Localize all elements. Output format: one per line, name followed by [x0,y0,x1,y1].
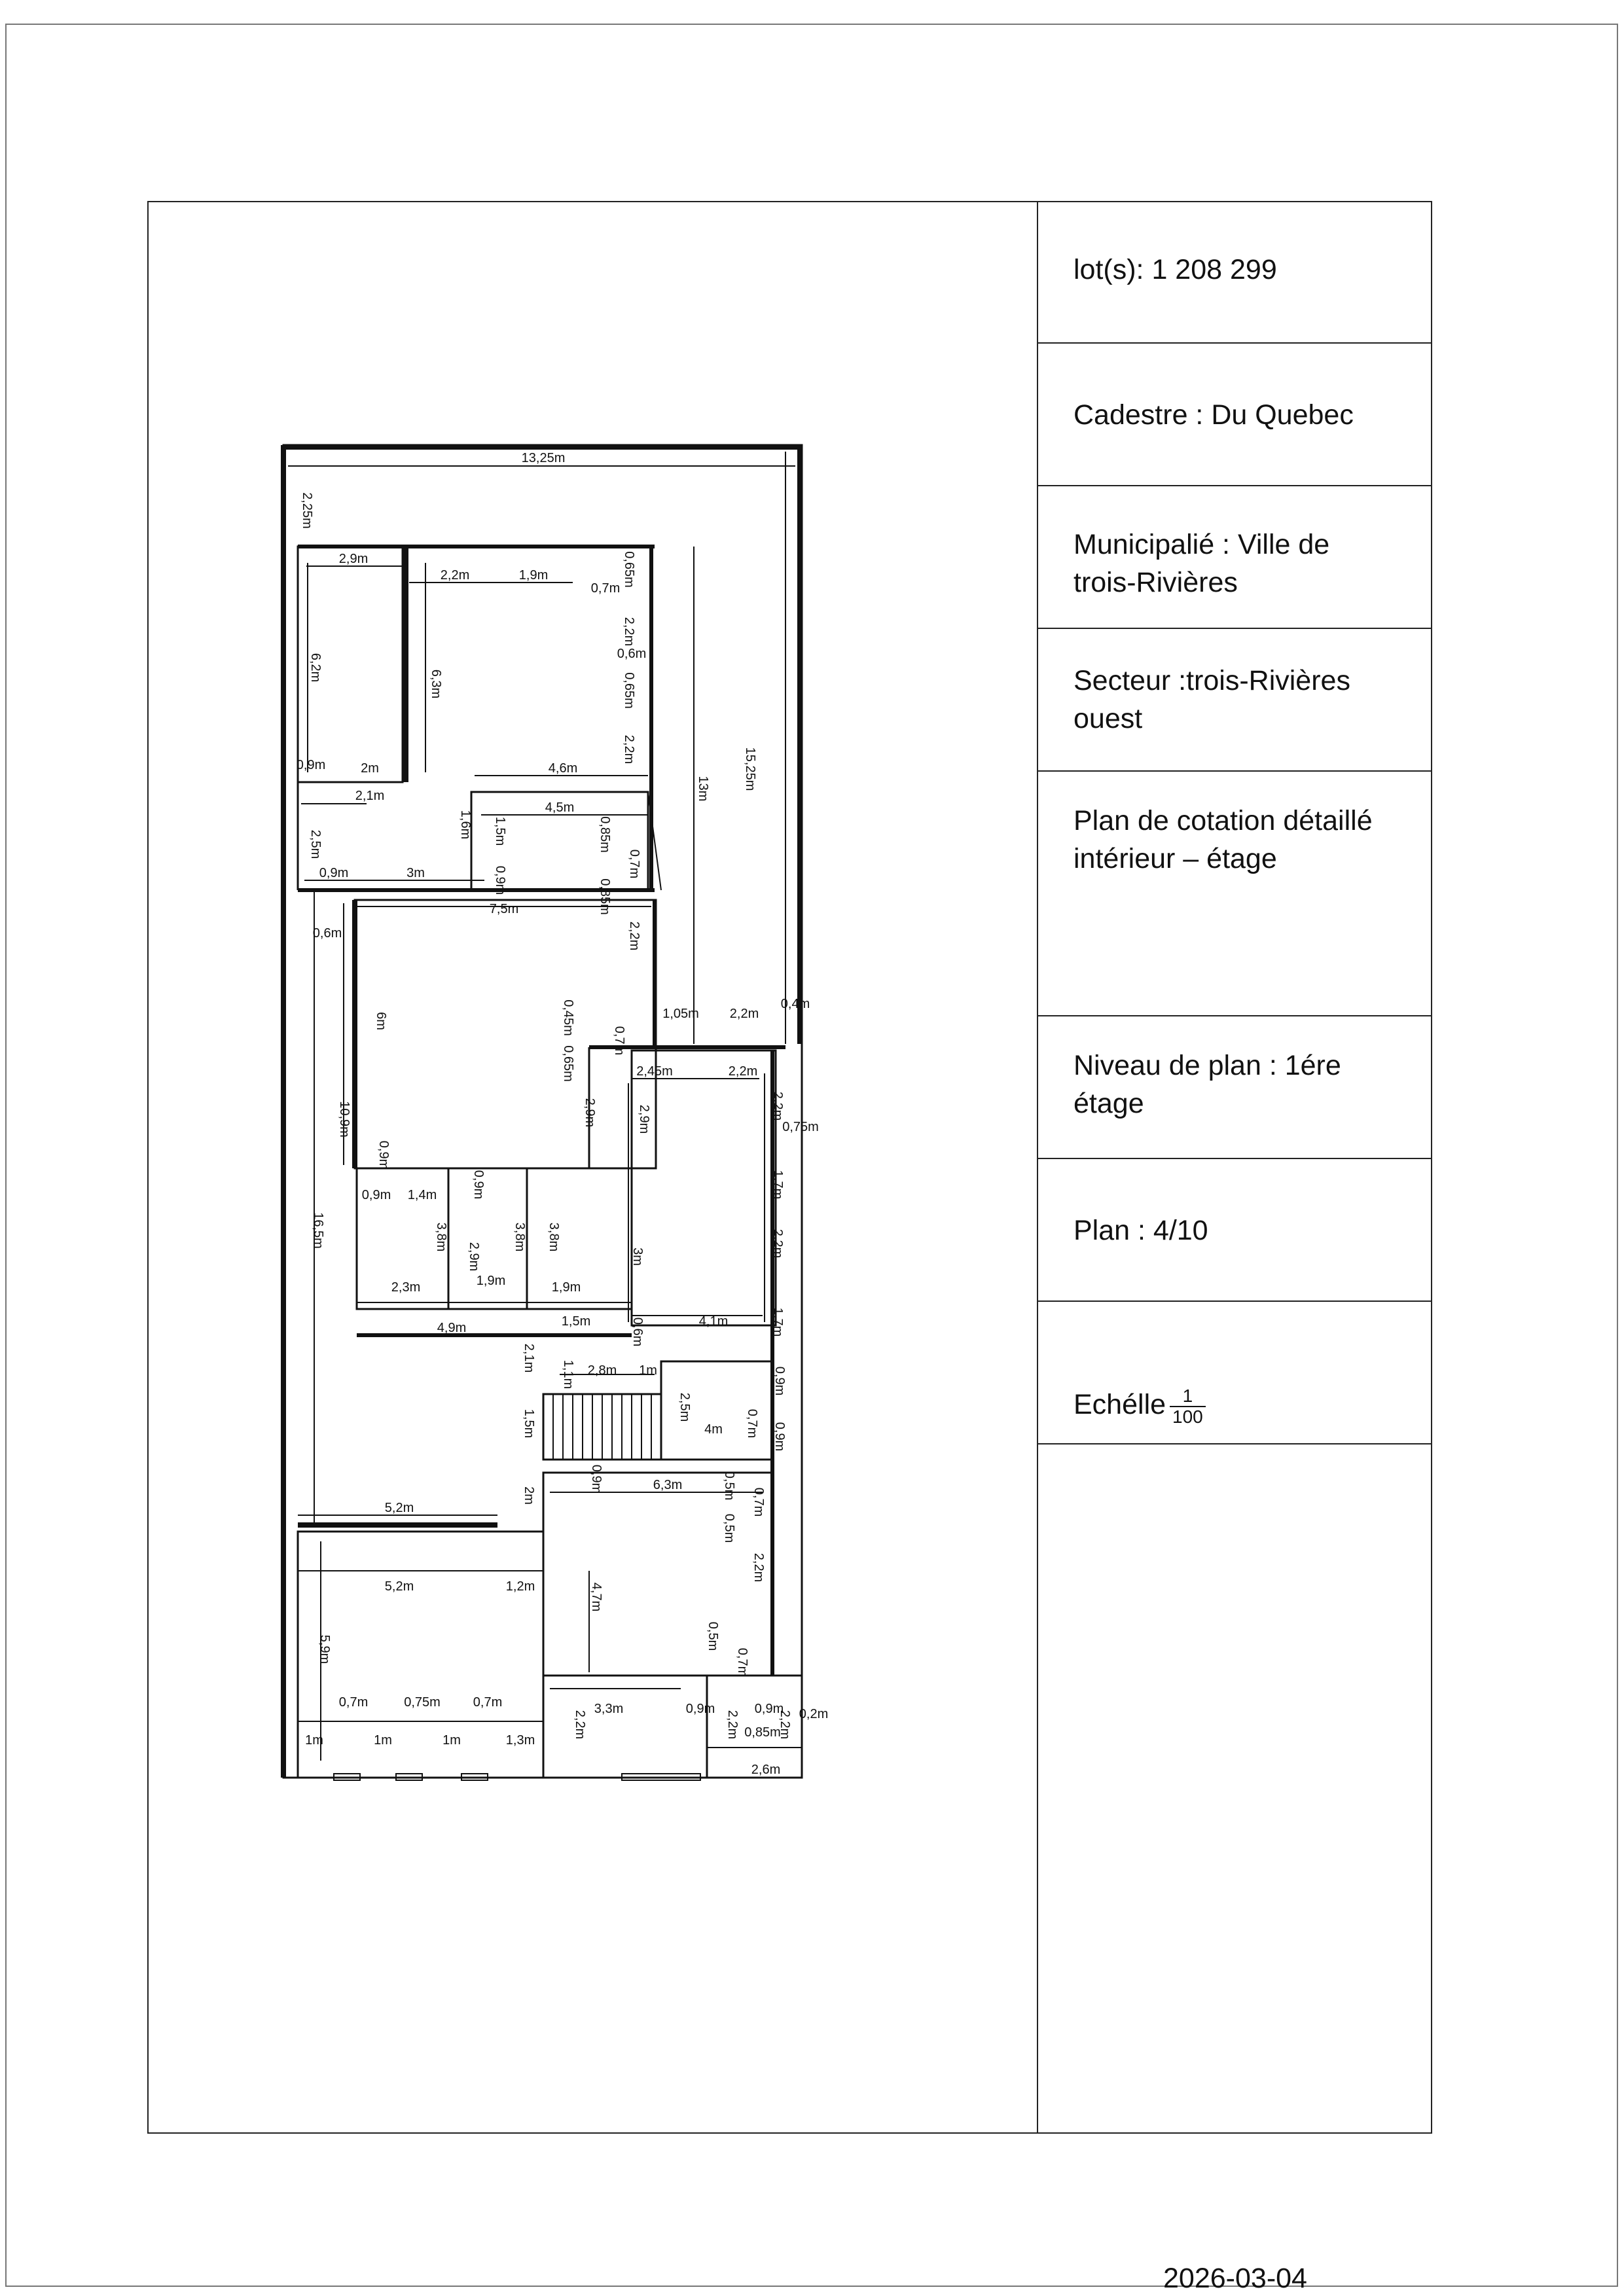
sector-cell [1038,629,1432,772]
dim-label: 3m [406,866,425,880]
dim-label: 1,2m [505,1579,535,1594]
dim-label: 16,5m [311,1212,325,1249]
dim-label: 0,75m [782,1120,819,1134]
dim-label: 0,6m [630,1317,645,1347]
dim-label: 2,2m [573,1710,587,1740]
dim-label: 0,7m [338,1695,369,1710]
dim-label: 4,6m [548,761,578,776]
dim-label: 4,1m [698,1314,729,1329]
dim-label: 1,9m [551,1280,581,1295]
lot-cell [1038,201,1432,344]
dim-label: 1,05m [662,1007,699,1021]
dim-label: 3,8m [434,1222,448,1252]
plan-title-cell [1038,772,1432,1016]
dim-label: 0,85m [598,816,612,853]
dim-label: 2,3m [391,1280,421,1295]
dim-label: 2,8m [587,1363,617,1378]
dim-label: 0,9m [376,1140,391,1170]
dim-label: 2,9m [338,552,369,566]
dim-label: 0,75m [404,1695,441,1710]
dim-label: 0,6m [617,647,647,661]
dim-label: 2,9m [637,1104,651,1134]
dim-label: 0,2m [799,1707,829,1721]
dim-label: 15,25m [743,747,757,791]
lot-text: lot(s): 1 208 299 [1074,254,1277,285]
plan-number-text: Plan : 4/10 [1074,1215,1208,1246]
dim-label: 1,4m [407,1188,437,1202]
dim-label: 4,9m [437,1321,467,1335]
dim-label: 1,9m [476,1274,506,1288]
dim-label: 2,2m [751,1552,766,1583]
dim-label: 0,5m [722,1513,736,1543]
scale-numerator: 1 [1170,1386,1206,1407]
dim-label: 1,7m [770,1307,785,1337]
dim-label: 5,2m [384,1501,414,1515]
dim-label: 2,9m [583,1098,597,1128]
dim-label: 5,9m [317,1634,332,1664]
dim-label: 1m [442,1733,461,1748]
dim-label: 0,9m [471,1170,486,1200]
dim-label: 1,9m [518,568,549,583]
scale-row [1074,1348,1419,1427]
dim-label: 4,5m [545,800,575,815]
dim-label: 0,85m [744,1725,781,1740]
dim-label: 13m [696,776,710,802]
dim-label: 2,2m [728,1064,758,1079]
dim-label: 2,2m [770,1091,785,1121]
dim-label: 0,7m [751,1487,766,1517]
dim-label: 10,9m [337,1101,352,1138]
dim-label: 1,5m [561,1314,591,1329]
scale-label: Echélle [1074,1389,1166,1420]
dim-label: 0,6m [312,926,342,941]
dim-label: 1,5m [522,1408,536,1439]
dim-label: 5,2m [384,1579,414,1594]
dim-label: 1,7m [770,1170,785,1200]
dim-label: 1,3m [505,1733,535,1748]
dim-label: 4m [704,1422,723,1437]
dim-label: 2,2m [770,1229,785,1259]
sector-text: Secteur :trois-Rivières ouest [1074,665,1350,734]
room-4 [632,1050,776,1325]
plan-date: 2026-03-04 [1163,2263,1307,2294]
dim-label: 2,1m [355,789,385,803]
dim-label: 0,7m [627,849,641,879]
dim-label: 2,2m [440,568,470,583]
dim-label: 2,2m [778,1710,792,1740]
municipality-cell [1038,486,1432,629]
dim-label: 1,5m [493,816,507,846]
scale-cell [1038,1302,1432,1444]
plan-number-cell [1038,1159,1432,1302]
dim-label: 2,2m [622,734,636,764]
dim-label: 0,7m [590,581,621,596]
dim-label: 0,9m [754,1702,784,1716]
dim-label: 2,1m [522,1343,536,1373]
room-3 [355,900,656,1168]
cadastre-cell [1038,344,1432,486]
dim-label: 0,9m [589,1464,604,1494]
dim-label: 13,25m [521,451,566,465]
dim-label: 0,9m [772,1366,787,1396]
scale-fraction [1170,1386,1206,1427]
dim-label: 3,3m [594,1702,624,1716]
dim-label: 2,45m [636,1064,673,1079]
dim-label: 2m [361,761,379,776]
level-text: Niveau de plan : 1ére étage [1074,1050,1341,1119]
dim-label: 0,7m [612,1026,626,1056]
dim-label: 2,2m [725,1710,740,1740]
room-9 [543,1473,772,1676]
dim-label: 0,85m [598,878,612,915]
dim-label: 0,65m [561,1045,575,1082]
dim-label: 3,8m [513,1222,527,1252]
dim-label: 2,2m [729,1007,759,1021]
dim-label: 0,9m [493,865,507,895]
dim-label: 4,7m [589,1582,604,1612]
dim-label: 2,5m [308,829,323,859]
dim-label: 0,4m [780,997,810,1011]
dim-label: 2,6m [751,1763,781,1777]
dim-label: 0,9m [685,1702,715,1716]
dim-label: 2,9m [467,1242,481,1272]
dim-label: 2,2m [627,921,641,951]
room-11 [543,1676,707,1778]
dim-label: 0,9m [296,758,326,772]
dim-label: 0,65m [622,672,636,709]
dim-label: 0,7m [473,1695,503,1710]
dim-label: 1,6m [458,810,473,840]
dim-label: 1m [374,1733,392,1748]
dim-label: 0,5m [722,1471,736,1501]
dim-label: 2,2m [622,617,636,647]
dim-label: 0,9m [319,866,349,880]
dim-label: 0,9m [361,1188,391,1202]
dim-label: 0,9m [772,1422,787,1452]
dim-label: 0,65m [622,551,636,588]
plan-title-text: Plan de cotation détaillé intérieur – étage [1074,805,1373,874]
title-block [1037,201,1432,2294]
dim-label: 0,7m [745,1408,759,1439]
dim-label: 3,8m [547,1222,561,1252]
scale-denominator: 100 [1172,1406,1203,1427]
dim-label: 1,1m [561,1359,575,1390]
dim-label: 0,7m [735,1647,749,1677]
dim-label: 6m [374,1012,388,1030]
dim-label: 1m [639,1363,657,1378]
dim-label: 7,5m [489,902,519,916]
dim-label: 2,5m [677,1392,692,1422]
dim-label: 1m [305,1733,323,1748]
dim-label: 0,45m [561,999,575,1036]
dim-label: 6,2m [308,653,323,683]
municipality-text: Municipalié : Ville de trois-Rivières [1074,529,1330,598]
dim-label: 6,3m [653,1478,683,1492]
level-cell [1038,1016,1432,1159]
dim-label: 3m [630,1247,645,1266]
dim-label: 2m [522,1486,536,1505]
dim-label: 2,25m [300,492,314,529]
cadastre-text: Cadestre : Du Quebec [1074,399,1354,431]
dim-label: 0,5m [706,1621,720,1651]
dim-label: 6,3m [429,669,443,699]
